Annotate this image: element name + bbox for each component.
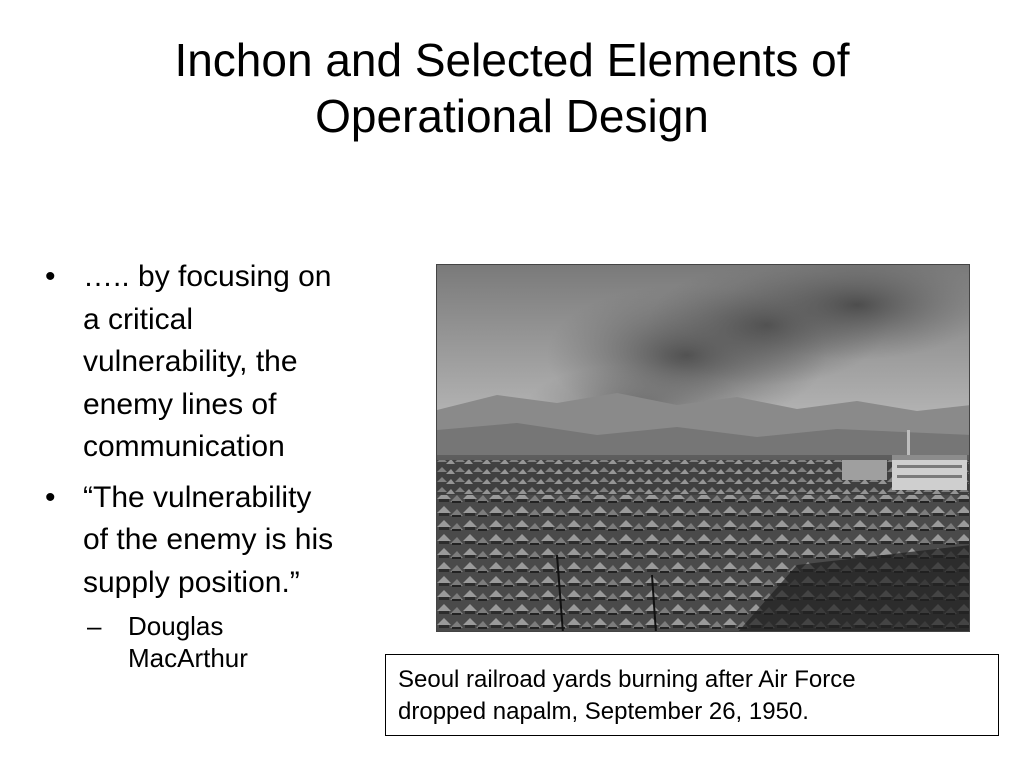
bullet-line: “The vulnerability [83,480,312,514]
bullet-line: ….. by focusing on [83,260,332,293]
caption-line: dropped napalm, September 26, 1950. [398,698,809,725]
attribution-line: MacArthur [128,643,248,673]
bullet-line: vulnerability, the [83,345,298,378]
caption-line: Seoul railroad yards burning after Air Force [398,666,856,693]
bullet-item [40,477,425,605]
bullet-line: a critical [83,302,194,336]
slide-title [40,32,984,144]
photo-caption [385,654,999,736]
bullet-line: communication [83,430,285,463]
quote-attribution [40,610,425,674]
photo-illustration [437,265,970,632]
bullet-marker: • [45,260,56,293]
dash-marker: – [87,611,102,641]
seoul-railroad-yards-photo [436,264,970,632]
slide-title-line-2: Operational Design [315,90,709,142]
bullet-item [40,256,425,469]
attribution-line: Douglas [128,611,224,641]
slide-title-line-1: Inchon and Selected Elements of [174,34,850,86]
bullet-marker: • [45,480,56,514]
bullet-line: enemy lines of [83,387,277,421]
bullet-list [40,256,425,674]
bullet-line: of the enemy is his [83,523,334,556]
bullet-line: supply position.” [83,565,300,599]
